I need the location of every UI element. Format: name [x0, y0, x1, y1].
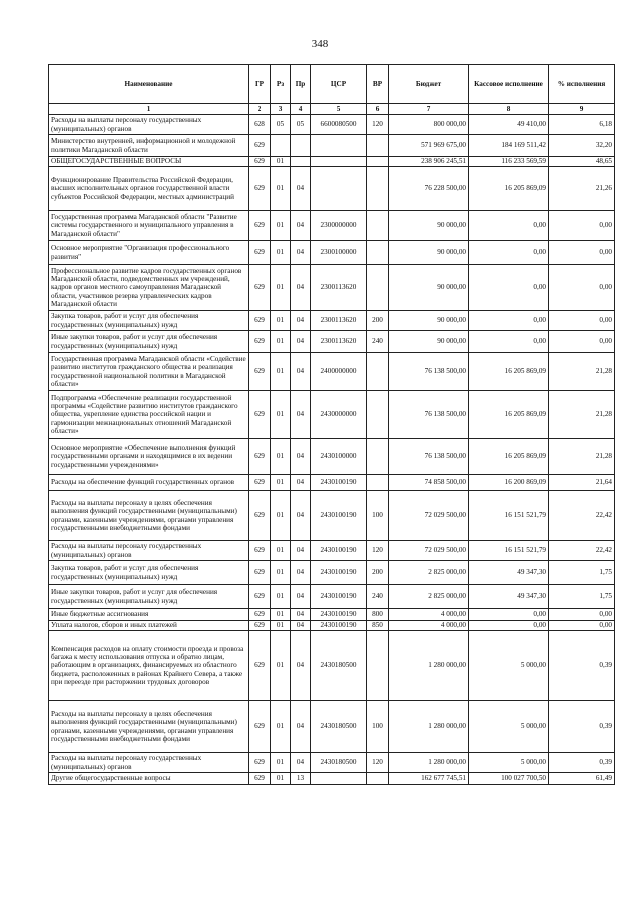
row-name: Расходы на выплаты персоналу государственных (муниципальных) органов — [49, 541, 249, 561]
row-cash: 16 205 869,09 — [469, 167, 549, 211]
row-csr: 2430100190 — [311, 475, 367, 491]
header-pr: Пр — [291, 65, 311, 104]
row-cash: 16 151 521,79 — [469, 491, 549, 541]
row-rz: 01 — [271, 331, 291, 353]
column-index-row — [49, 104, 615, 115]
row-pct: 48,65 — [549, 157, 615, 167]
row-cash: 0,00 — [469, 621, 549, 631]
row-pct: 0,00 — [549, 331, 615, 353]
row-rz: 01 — [271, 621, 291, 631]
row-name: Функционирование Правительства Российской Федерации, высших исполнительных органов государственной власти субъектов Российской Федерации, местных администраций — [49, 167, 249, 211]
row-pct: 21,28 — [549, 353, 615, 391]
row-gr: 629 — [249, 753, 271, 773]
row-pct: 0,00 — [549, 609, 615, 621]
column-index: 4 — [291, 104, 311, 115]
row-cash: 5 000,00 — [469, 631, 549, 701]
row-pct: 22,42 — [549, 541, 615, 561]
row-vr: 240 — [367, 331, 389, 353]
row-csr: 2300000000 — [311, 211, 367, 241]
table-row — [49, 773, 615, 785]
row-budget: 76 138 500,00 — [389, 439, 469, 475]
column-index: 5 — [311, 104, 367, 115]
row-name: Государственная программа Магаданской области «Содействие развитию институтов гражданского общества и реализация государственной национальной политики в Магаданской области» — [49, 353, 249, 391]
row-pct: 0,00 — [549, 621, 615, 631]
table-row — [49, 115, 615, 135]
row-name: Расходы на выплаты персоналу в целях обеспечения выполнения функций государственными (муниципальными) органами, казенными учреждениями, органами управления государственными внебюджетными фондами — [49, 491, 249, 541]
row-budget: 2 825 000,00 — [389, 585, 469, 609]
table-row — [49, 701, 615, 753]
row-name: Основное мероприятие «Обеспечение выполнения функций государственными органами и находящимися в их ведении государственными учреждениями» — [49, 439, 249, 475]
row-pct: 21,26 — [549, 167, 615, 211]
row-name: Закупка товаров, работ и услуг для обеспечения государственных (муниципальных) нужд — [49, 561, 249, 585]
row-budget: 72 029 500,00 — [389, 491, 469, 541]
row-pr: 04 — [291, 701, 311, 753]
row-budget: 74 858 500,00 — [389, 475, 469, 491]
row-cash: 49 410,00 — [469, 115, 549, 135]
header-vr: ВР — [367, 65, 389, 104]
row-rz: 05 — [271, 115, 291, 135]
row-cash: 0,00 — [469, 331, 549, 353]
row-pr: 04 — [291, 753, 311, 773]
row-pr — [291, 135, 311, 157]
row-csr: 2400000000 — [311, 353, 367, 391]
row-name: Профессиональное развитие кадров государственных органов Магаданской области, подведомственных им учреждений, кадров органов местного самоуправления Магаданской области, участников резерва управленческих кадров Магаданской области — [49, 265, 249, 311]
row-vr: 120 — [367, 753, 389, 773]
row-cash: 0,00 — [469, 609, 549, 621]
row-gr: 629 — [249, 541, 271, 561]
header-budget: Бюджет — [389, 65, 469, 104]
row-gr: 629 — [249, 475, 271, 491]
row-name: Уплата налогов, сборов и иных платежей — [49, 621, 249, 631]
row-gr: 629 — [249, 211, 271, 241]
row-rz: 01 — [271, 541, 291, 561]
row-cash: 0,00 — [469, 211, 549, 241]
row-rz: 01 — [271, 631, 291, 701]
table-header — [49, 65, 615, 115]
row-pct: 0,39 — [549, 631, 615, 701]
row-pr: 04 — [291, 541, 311, 561]
row-budget: 4 000,00 — [389, 609, 469, 621]
row-cash: 49 347,30 — [469, 561, 549, 585]
row-rz: 01 — [271, 753, 291, 773]
row-rz: 01 — [271, 475, 291, 491]
row-pct: 21,64 — [549, 475, 615, 491]
row-pr: 04 — [291, 265, 311, 311]
row-pct: 0,00 — [549, 211, 615, 241]
row-pct: 21,28 — [549, 439, 615, 475]
row-vr: 800 — [367, 609, 389, 621]
table-row — [49, 167, 615, 211]
row-pct: 0,39 — [549, 753, 615, 773]
table-row — [49, 391, 615, 439]
row-gr: 629 — [249, 491, 271, 541]
row-cash: 116 233 569,59 — [469, 157, 549, 167]
row-pr: 04 — [291, 585, 311, 609]
row-gr: 629 — [249, 621, 271, 631]
row-name: Подпрограмма «Обеспечение реализации государственной программы «Содействие развитию институтов гражданского общества, укрепление единства российской нации и гармонизации межнациональных отношений Магаданской области» — [49, 391, 249, 439]
row-gr: 629 — [249, 311, 271, 331]
row-name: Министерство внутренней, информационной и молодежной политики Магаданской области — [49, 135, 249, 157]
row-pr: 04 — [291, 609, 311, 621]
row-pr: 13 — [291, 773, 311, 785]
row-pr: 04 — [291, 391, 311, 439]
row-pr: 04 — [291, 353, 311, 391]
row-budget: 800 000,00 — [389, 115, 469, 135]
table-row — [49, 585, 615, 609]
row-gr: 629 — [249, 265, 271, 311]
table-row — [49, 157, 615, 167]
row-vr — [367, 353, 389, 391]
row-gr: 629 — [249, 353, 271, 391]
table-body — [49, 115, 615, 785]
row-cash: 0,00 — [469, 311, 549, 331]
row-pr: 04 — [291, 439, 311, 475]
row-cash: 49 347,30 — [469, 585, 549, 609]
row-vr: 100 — [367, 701, 389, 753]
row-gr: 629 — [249, 439, 271, 475]
row-pr: 04 — [291, 241, 311, 265]
row-csr: 2430180500 — [311, 701, 367, 753]
row-budget: 76 228 500,00 — [389, 167, 469, 211]
row-pr: 04 — [291, 561, 311, 585]
row-gr: 629 — [249, 331, 271, 353]
row-cash: 5 000,00 — [469, 753, 549, 773]
row-pr: 04 — [291, 475, 311, 491]
row-name: Закупка товаров, работ и услуг для обеспечения государственных (муниципальных) нужд — [49, 311, 249, 331]
column-index: 7 — [389, 104, 469, 115]
row-rz: 01 — [271, 773, 291, 785]
row-vr — [367, 773, 389, 785]
budget-table — [48, 64, 615, 785]
row-vr: 120 — [367, 115, 389, 135]
row-csr: 2300100000 — [311, 241, 367, 265]
row-pr: 04 — [291, 311, 311, 331]
row-cash: 100 027 700,50 — [469, 773, 549, 785]
row-rz: 01 — [271, 241, 291, 265]
row-rz: 01 — [271, 701, 291, 753]
row-pct: 1,75 — [549, 585, 615, 609]
row-name: Основное мероприятие "Организация профессионального развития" — [49, 241, 249, 265]
row-cash: 0,00 — [469, 241, 549, 265]
row-csr: 2430100190 — [311, 541, 367, 561]
row-rz: 01 — [271, 561, 291, 585]
row-csr: 2430100190 — [311, 491, 367, 541]
table-row — [49, 311, 615, 331]
row-gr: 629 — [249, 391, 271, 439]
table-row — [49, 631, 615, 701]
row-cash: 16 205 869,09 — [469, 439, 549, 475]
row-name: Расходы на выплаты персоналу государственных (муниципальных) органов — [49, 115, 249, 135]
row-pr — [291, 157, 311, 167]
row-vr: 120 — [367, 541, 389, 561]
row-budget: 90 000,00 — [389, 211, 469, 241]
row-rz: 01 — [271, 353, 291, 391]
row-rz: 01 — [271, 265, 291, 311]
table-row — [49, 241, 615, 265]
row-vr: 200 — [367, 311, 389, 331]
column-index: 9 — [549, 104, 615, 115]
table-row — [49, 753, 615, 773]
row-cash: 5 000,00 — [469, 701, 549, 753]
row-vr: 240 — [367, 585, 389, 609]
row-csr — [311, 773, 367, 785]
row-budget: 1 280 000,00 — [389, 701, 469, 753]
row-pr: 04 — [291, 211, 311, 241]
row-gr: 629 — [249, 609, 271, 621]
row-budget: 90 000,00 — [389, 331, 469, 353]
table-row — [49, 491, 615, 541]
row-rz: 01 — [271, 585, 291, 609]
column-index: 1 — [49, 104, 249, 115]
row-csr — [311, 157, 367, 167]
row-budget: 1 280 000,00 — [389, 631, 469, 701]
row-vr — [367, 167, 389, 211]
row-name: Иные закупки товаров, работ и услуг для обеспечения государственных (муниципальных) нужд — [49, 585, 249, 609]
row-vr — [367, 211, 389, 241]
row-budget: 76 138 500,00 — [389, 353, 469, 391]
row-gr: 629 — [249, 135, 271, 157]
row-vr — [367, 265, 389, 311]
row-gr: 629 — [249, 561, 271, 585]
row-pct: 22,42 — [549, 491, 615, 541]
row-gr: 629 — [249, 701, 271, 753]
header-gr: ГР — [249, 65, 271, 104]
row-cash: 16 205 869,09 — [469, 353, 549, 391]
row-cash: 184 169 511,42 — [469, 135, 549, 157]
row-budget: 162 677 745,51 — [389, 773, 469, 785]
row-csr — [311, 135, 367, 157]
row-gr: 629 — [249, 241, 271, 265]
row-rz: 01 — [271, 311, 291, 331]
row-pr: 04 — [291, 491, 311, 541]
row-vr: 100 — [367, 491, 389, 541]
row-csr: 2300113620 — [311, 331, 367, 353]
row-name: ОБЩЕГОСУДАРСТВЕННЫЕ ВОПРОСЫ — [49, 157, 249, 167]
row-rz — [271, 135, 291, 157]
row-rz: 01 — [271, 391, 291, 439]
row-pr: 04 — [291, 631, 311, 701]
table-row — [49, 331, 615, 353]
row-rz: 01 — [271, 167, 291, 211]
row-vr — [367, 241, 389, 265]
column-index: 6 — [367, 104, 389, 115]
row-csr: 2300113620 — [311, 311, 367, 331]
row-rz: 01 — [271, 157, 291, 167]
row-budget: 72 029 500,00 — [389, 541, 469, 561]
row-gr: 629 — [249, 631, 271, 701]
row-vr: 850 — [367, 621, 389, 631]
row-budget: 90 000,00 — [389, 265, 469, 311]
row-pct: 0,00 — [549, 265, 615, 311]
row-csr: 2300113620 — [311, 265, 367, 311]
row-pct: 0,39 — [549, 701, 615, 753]
row-vr — [367, 439, 389, 475]
row-csr: 2430100190 — [311, 609, 367, 621]
table-row — [49, 475, 615, 491]
row-csr: 2430000000 — [311, 391, 367, 439]
row-budget: 1 280 000,00 — [389, 753, 469, 773]
column-index: 8 — [469, 104, 549, 115]
row-csr: 2430180500 — [311, 631, 367, 701]
table-row — [49, 541, 615, 561]
row-vr — [367, 475, 389, 491]
table-row — [49, 439, 615, 475]
row-budget: 238 906 245,51 — [389, 157, 469, 167]
row-pct: 32,20 — [549, 135, 615, 157]
row-vr — [367, 157, 389, 167]
row-cash: 16 200 869,09 — [469, 475, 549, 491]
row-gr: 628 — [249, 115, 271, 135]
table-row — [49, 135, 615, 157]
row-pct: 0,00 — [549, 311, 615, 331]
row-pr: 04 — [291, 167, 311, 211]
row-pr: 04 — [291, 621, 311, 631]
row-name: Иные бюджетные ассигнования — [49, 609, 249, 621]
header-rz: Рз — [271, 65, 291, 104]
row-name: Расходы на выплаты персоналу государственных (муниципальных) органов — [49, 753, 249, 773]
table-row — [49, 621, 615, 631]
row-cash: 16 151 521,79 — [469, 541, 549, 561]
header-csr: ЦСР — [311, 65, 367, 104]
table-row — [49, 561, 615, 585]
row-csr: 2430100190 — [311, 585, 367, 609]
table-row — [49, 265, 615, 311]
row-name: Компенсация расходов на оплату стоимости проезда и провоза багажа к месту использования отпуска и обратно лицам, работающим в организациях, финансируемых из областного бюджета, расположенных в районах Крайнего Севера, а также при переезде при расторжении трудовых договоров — [49, 631, 249, 701]
row-name: Расходы на обеспечение функций государственных органов — [49, 475, 249, 491]
row-budget: 571 969 675,00 — [389, 135, 469, 157]
row-pct: 6,18 — [549, 115, 615, 135]
row-pct: 61,49 — [549, 773, 615, 785]
row-pct: 21,28 — [549, 391, 615, 439]
row-name: Иные закупки товаров, работ и услуг для обеспечения государственных (муниципальных) нужд — [49, 331, 249, 353]
row-cash: 0,00 — [469, 265, 549, 311]
header-pct: % исполнения — [549, 65, 615, 104]
row-vr — [367, 391, 389, 439]
row-pct: 0,00 — [549, 241, 615, 265]
row-vr — [367, 135, 389, 157]
row-gr: 629 — [249, 157, 271, 167]
row-vr — [367, 631, 389, 701]
row-rz: 01 — [271, 491, 291, 541]
table-row — [49, 353, 615, 391]
row-csr: 2430180500 — [311, 753, 367, 773]
table-row — [49, 609, 615, 621]
header-cash: Кассовое исполнение — [469, 65, 549, 104]
row-cash: 16 205 869,09 — [469, 391, 549, 439]
row-csr: 2430100190 — [311, 561, 367, 585]
row-csr: 2430100190 — [311, 621, 367, 631]
row-budget: 90 000,00 — [389, 311, 469, 331]
row-csr — [311, 167, 367, 211]
row-gr: 629 — [249, 773, 271, 785]
column-index: 3 — [271, 104, 291, 115]
column-index: 2 — [249, 104, 271, 115]
table-row — [49, 211, 615, 241]
row-pr: 05 — [291, 115, 311, 135]
row-gr: 629 — [249, 167, 271, 211]
row-rz: 01 — [271, 439, 291, 475]
header-name: Наименование — [49, 65, 249, 104]
row-budget: 4 000,00 — [389, 621, 469, 631]
row-pr: 04 — [291, 331, 311, 353]
row-vr: 200 — [367, 561, 389, 585]
row-gr: 629 — [249, 585, 271, 609]
row-csr: 6600080500 — [311, 115, 367, 135]
row-budget: 2 825 000,00 — [389, 561, 469, 585]
row-name: Расходы на выплаты персоналу в целях обеспечения выполнения функций государственными (муниципальными) органами, казенными учреждениями, органами управления государственными внебюджетными фондами — [49, 701, 249, 753]
row-name: Государственная программа Магаданской области "Развитие системы государственного и муниципального управления в Магаданской области" — [49, 211, 249, 241]
page-number: 348 — [311, 38, 329, 50]
row-pct: 1,75 — [549, 561, 615, 585]
row-budget: 90 000,00 — [389, 241, 469, 265]
row-name: Другие общегосударственные вопросы — [49, 773, 249, 785]
row-csr: 2430100000 — [311, 439, 367, 475]
row-budget: 76 138 500,00 — [389, 391, 469, 439]
row-rz: 01 — [271, 609, 291, 621]
row-rz: 01 — [271, 211, 291, 241]
